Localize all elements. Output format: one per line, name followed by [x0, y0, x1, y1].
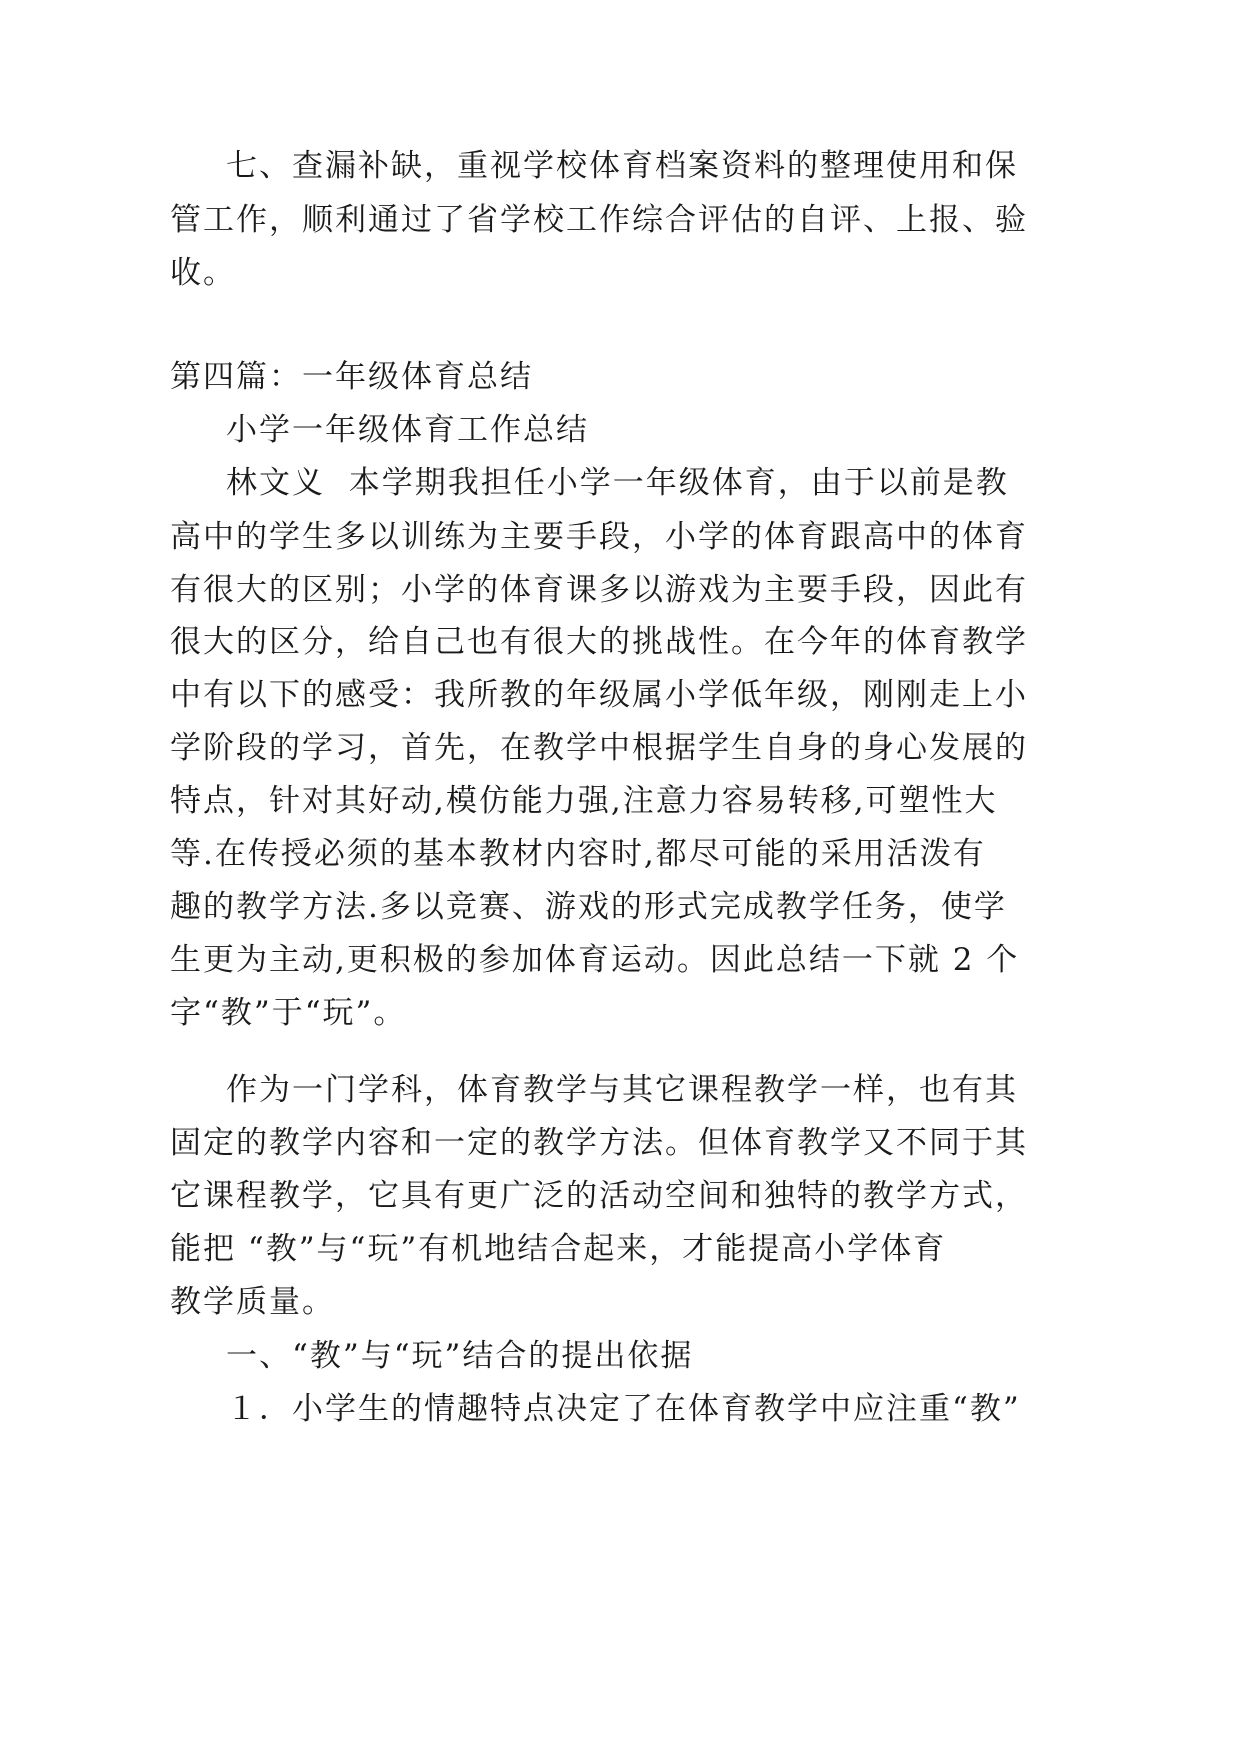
chapter-heading: 第四篇：一年级体育总结: [170, 359, 533, 395]
paragraph-one-line-5: 中有以下的感受：我所教的年级属小学低年级，刚刚走上小: [170, 677, 1028, 713]
paragraph-one-line-7: 特点，针对其好动,模仿能力强,注意力容易转移,可塑性大: [170, 783, 998, 819]
paragraph-two-line-3: 它课程教学，它具有更广泛的活动空间和独特的教学方式，: [170, 1178, 1028, 1214]
paragraph-one-line-9: 趣的教学方法.多以竞赛、游戏的形式完成教学任务，使学: [170, 889, 1007, 925]
section-seven-line-1: 七、查漏补缺，重视学校体育档案资料的整理使用和保: [226, 148, 1018, 184]
section-seven-line-2: 管工作，顺利通过了省学校工作综合评估的自评、上报、验: [170, 202, 1028, 238]
paragraph-one-line-8: 等.在传授必须的基本教材内容时,都尽可能的采用活泼有: [170, 836, 986, 872]
paragraph-one-line-4: 很大的区分，给自己也有很大的挑战性。在今年的体育教学: [170, 624, 1028, 660]
article-title: 小学一年级体育工作总结: [226, 412, 589, 448]
paragraph-two-line-1: 作为一门学科，体育教学与其它课程教学一样，也有其: [226, 1072, 1018, 1108]
paragraph-two-line-5: 教学质量。: [170, 1284, 335, 1320]
paragraph-one-line-3: 有很大的区别；小学的体育课多以游戏为主要手段，因此有: [170, 572, 1028, 608]
paragraph-two-line-4: 能把 “教”与“玩”有机地结合起来，才能提高小学体育: [170, 1231, 947, 1267]
paragraph-two-line-2: 固定的教学内容和一定的教学方法。但体育教学又不同于其: [170, 1125, 1028, 1161]
point-one: １．小学生的情趣特点决定了在体育教学中应注重“教”: [226, 1391, 1021, 1427]
paragraph-one-line-11: 字“教”于“玩”。: [170, 995, 407, 1031]
paragraph-one-line-2: 高中的学生多以训练为主要手段，小学的体育跟高中的体育: [170, 519, 1028, 555]
paragraph-one-line-6: 学阶段的学习，首先，在教学中根据学生自身的身心发展的: [170, 730, 1028, 766]
paragraph-one-line-10: 生更为主动,更积极的参加体育运动。因此总结一下就 2 个: [170, 942, 1020, 978]
subheading-one: 一、“教”与“玩”结合的提出依据: [226, 1338, 694, 1374]
section-seven-line-3: 收。: [170, 255, 236, 291]
paragraph-one-line-1: 林文义 本学期我担任小学一年级体育，由于以前是教: [226, 465, 1009, 501]
